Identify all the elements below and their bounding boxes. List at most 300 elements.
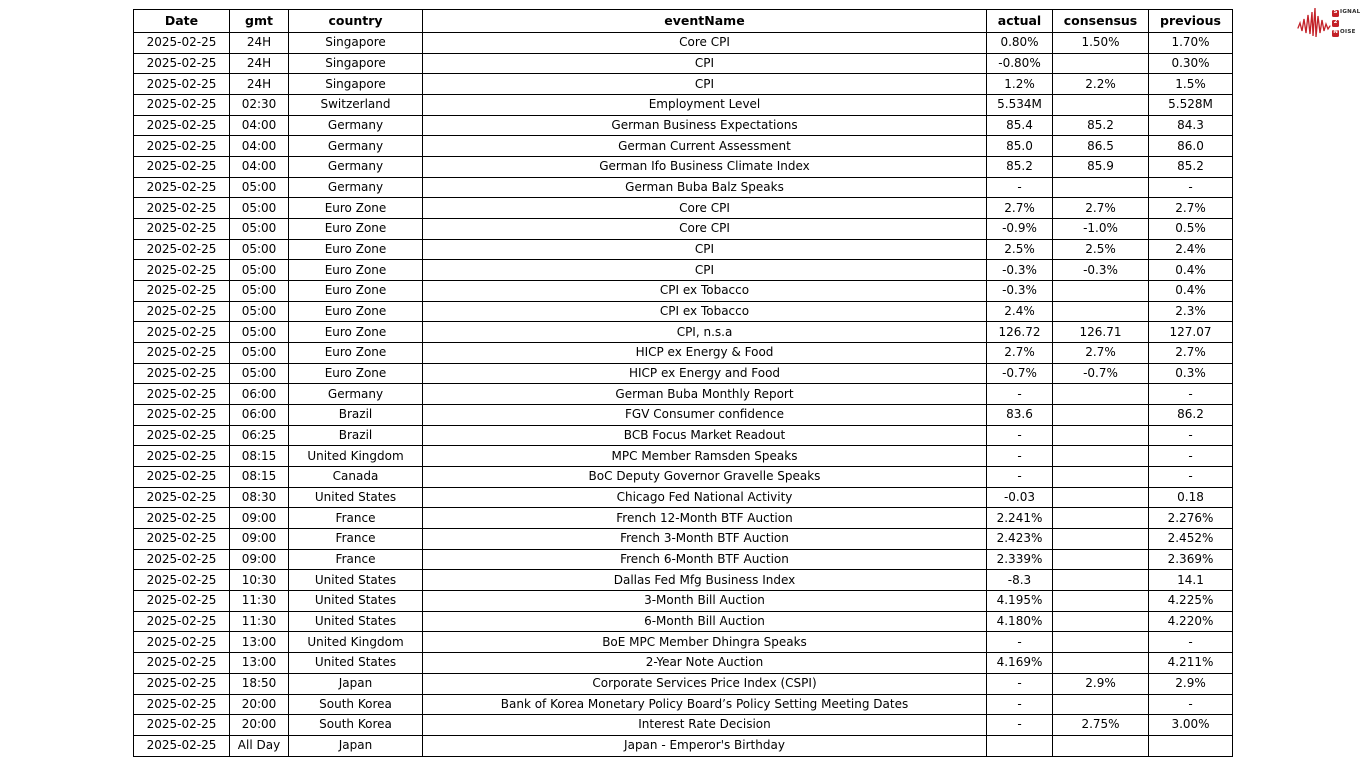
cell-eventname: Dallas Fed Mfg Business Index xyxy=(423,570,987,591)
cell-gmt: 18:50 xyxy=(230,673,289,694)
cell-country: Singapore xyxy=(289,33,423,54)
cell-previous xyxy=(1149,735,1233,756)
logo-letter-box-2: 2 xyxy=(1333,19,1338,26)
cell-actual: - xyxy=(987,632,1053,653)
cell-country: United States xyxy=(289,487,423,508)
cell-previous: 0.5% xyxy=(1149,219,1233,240)
cell-date: 2025-02-25 xyxy=(134,260,230,281)
cell-gmt: 06:25 xyxy=(230,425,289,446)
cell-consensus: 126.71 xyxy=(1053,322,1149,343)
cell-country: Canada xyxy=(289,467,423,488)
cell-gmt: 08:15 xyxy=(230,467,289,488)
cell-previous: 0.4% xyxy=(1149,260,1233,281)
cell-actual: 85.0 xyxy=(987,136,1053,157)
cell-previous: - xyxy=(1149,467,1233,488)
table-row xyxy=(134,632,1233,653)
cell-previous: 2.276% xyxy=(1149,508,1233,529)
cell-country: Brazil xyxy=(289,425,423,446)
cell-gmt: 06:00 xyxy=(230,405,289,426)
cell-country: United Kingdom xyxy=(289,632,423,653)
table-row xyxy=(134,322,1233,343)
cell-gmt: 11:30 xyxy=(230,591,289,612)
cell-actual: - xyxy=(987,673,1053,694)
cell-country: Germany xyxy=(289,384,423,405)
table-row xyxy=(134,611,1233,632)
cell-eventname: Core CPI xyxy=(423,198,987,219)
cell-consensus xyxy=(1053,549,1149,570)
table-row xyxy=(134,446,1233,467)
cell-country: Euro Zone xyxy=(289,363,423,384)
cell-eventname: Core CPI xyxy=(423,219,987,240)
cell-country: United States xyxy=(289,653,423,674)
cell-consensus xyxy=(1053,467,1149,488)
cell-consensus: -1.0% xyxy=(1053,219,1149,240)
cell-country: South Korea xyxy=(289,715,423,736)
cell-gmt: 05:00 xyxy=(230,343,289,364)
cell-consensus: 2.75% xyxy=(1053,715,1149,736)
cell-date: 2025-02-25 xyxy=(134,136,230,157)
table-header-row xyxy=(134,10,1233,33)
cell-consensus xyxy=(1053,653,1149,674)
cell-actual: 2.7% xyxy=(987,343,1053,364)
cell-actual: 4.195% xyxy=(987,591,1053,612)
cell-previous: 5.528M xyxy=(1149,95,1233,116)
cell-previous: 2.369% xyxy=(1149,549,1233,570)
column-header-date: Date xyxy=(134,10,230,33)
cell-gmt: 13:00 xyxy=(230,632,289,653)
column-header-gmt: gmt xyxy=(230,10,289,33)
cell-previous: 86.0 xyxy=(1149,136,1233,157)
cell-eventname: CPI xyxy=(423,239,987,260)
cell-gmt: 08:15 xyxy=(230,446,289,467)
cell-country: Euro Zone xyxy=(289,260,423,281)
cell-country: Euro Zone xyxy=(289,343,423,364)
cell-actual: 2.423% xyxy=(987,529,1053,550)
table-row xyxy=(134,653,1233,674)
cell-eventname: French 12-Month BTF Auction xyxy=(423,508,987,529)
logo-line-signal xyxy=(1332,9,1360,17)
table-row xyxy=(134,136,1233,157)
cell-date: 2025-02-25 xyxy=(134,405,230,426)
table-row xyxy=(134,549,1233,570)
cell-previous: 14.1 xyxy=(1149,570,1233,591)
logo-letter-box-n: N xyxy=(1333,29,1338,36)
cell-actual: - xyxy=(987,467,1053,488)
cell-country: United Kingdom xyxy=(289,446,423,467)
cell-previous: 0.4% xyxy=(1149,281,1233,302)
cell-date: 2025-02-25 xyxy=(134,322,230,343)
cell-consensus xyxy=(1053,95,1149,116)
cell-eventname: German Buba Monthly Report xyxy=(423,384,987,405)
cell-actual: 126.72 xyxy=(987,322,1053,343)
cell-eventname: BoC Deputy Governor Gravelle Speaks xyxy=(423,467,987,488)
cell-date: 2025-02-25 xyxy=(134,33,230,54)
cell-previous: 1.5% xyxy=(1149,74,1233,95)
cell-consensus: 85.2 xyxy=(1053,115,1149,136)
cell-country: Japan xyxy=(289,735,423,756)
table-row xyxy=(134,219,1233,240)
cell-eventname: Japan - Emperor's Birthday xyxy=(423,735,987,756)
cell-gmt: 11:30 xyxy=(230,611,289,632)
cell-gmt: 06:00 xyxy=(230,384,289,405)
cell-consensus xyxy=(1053,735,1149,756)
cell-gmt: 05:00 xyxy=(230,219,289,240)
cell-date: 2025-02-25 xyxy=(134,95,230,116)
table-row xyxy=(134,487,1233,508)
column-header-actual: actual xyxy=(987,10,1053,33)
cell-eventname: Interest Rate Decision xyxy=(423,715,987,736)
cell-date: 2025-02-25 xyxy=(134,53,230,74)
table-row xyxy=(134,570,1233,591)
cell-date: 2025-02-25 xyxy=(134,74,230,95)
cell-country: Germany xyxy=(289,136,423,157)
table-row xyxy=(134,157,1233,178)
cell-previous: - xyxy=(1149,632,1233,653)
cell-gmt: 05:00 xyxy=(230,198,289,219)
cell-actual: 83.6 xyxy=(987,405,1053,426)
cell-consensus xyxy=(1053,177,1149,198)
cell-gmt: 05:00 xyxy=(230,281,289,302)
event-table-body xyxy=(134,33,1233,757)
cell-country: Germany xyxy=(289,177,423,198)
cell-eventname: HICP ex Energy and Food xyxy=(423,363,987,384)
cell-eventname: Employment Level xyxy=(423,95,987,116)
cell-consensus xyxy=(1053,570,1149,591)
cell-date: 2025-02-25 xyxy=(134,115,230,136)
cell-consensus: 2.7% xyxy=(1053,343,1149,364)
cell-consensus xyxy=(1053,487,1149,508)
cell-date: 2025-02-25 xyxy=(134,446,230,467)
cell-consensus xyxy=(1053,632,1149,653)
cell-actual: 2.5% xyxy=(987,239,1053,260)
cell-actual: 2.4% xyxy=(987,301,1053,322)
cell-previous: 84.3 xyxy=(1149,115,1233,136)
cell-eventname: FGV Consumer confidence xyxy=(423,405,987,426)
table-row xyxy=(134,694,1233,715)
table-row xyxy=(134,425,1233,446)
table-row xyxy=(134,467,1233,488)
cell-gmt: All Day xyxy=(230,735,289,756)
logo-noise-text: OISE xyxy=(1340,29,1356,36)
cell-gmt: 20:00 xyxy=(230,715,289,736)
cell-previous: 3.00% xyxy=(1149,715,1233,736)
column-header-eventname: eventName xyxy=(423,10,987,33)
cell-eventname: CPI, n.s.a xyxy=(423,322,987,343)
cell-gmt: 08:30 xyxy=(230,487,289,508)
table-row xyxy=(134,281,1233,302)
cell-actual: -0.3% xyxy=(987,281,1053,302)
table-row xyxy=(134,177,1233,198)
table-row xyxy=(134,673,1233,694)
cell-consensus xyxy=(1053,301,1149,322)
cell-consensus xyxy=(1053,446,1149,467)
cell-eventname: German Buba Balz Speaks xyxy=(423,177,987,198)
table-row xyxy=(134,95,1233,116)
table-row xyxy=(134,529,1233,550)
cell-country: Euro Zone xyxy=(289,219,423,240)
cell-eventname: 6-Month Bill Auction xyxy=(423,611,987,632)
cell-gmt: 05:00 xyxy=(230,301,289,322)
cell-country: France xyxy=(289,508,423,529)
cell-previous: 2.9% xyxy=(1149,673,1233,694)
cell-country: Germany xyxy=(289,157,423,178)
cell-country: United States xyxy=(289,570,423,591)
cell-date: 2025-02-25 xyxy=(134,281,230,302)
cell-actual: 5.534M xyxy=(987,95,1053,116)
table-row xyxy=(134,301,1233,322)
column-header-country: country xyxy=(289,10,423,33)
cell-consensus: 2.9% xyxy=(1053,673,1149,694)
cell-gmt: 09:00 xyxy=(230,529,289,550)
cell-eventname: 3-Month Bill Auction xyxy=(423,591,987,612)
cell-date: 2025-02-25 xyxy=(134,570,230,591)
cell-country: Brazil xyxy=(289,405,423,426)
cell-previous: 2.7% xyxy=(1149,198,1233,219)
cell-date: 2025-02-25 xyxy=(134,301,230,322)
cell-eventname: 2-Year Note Auction xyxy=(423,653,987,674)
cell-date: 2025-02-25 xyxy=(134,735,230,756)
cell-date: 2025-02-25 xyxy=(134,653,230,674)
cell-previous: - xyxy=(1149,446,1233,467)
table-row xyxy=(134,405,1233,426)
cell-eventname: Core CPI xyxy=(423,33,987,54)
table-row xyxy=(134,74,1233,95)
cell-date: 2025-02-25 xyxy=(134,219,230,240)
cell-country: United States xyxy=(289,611,423,632)
cell-gmt: 04:00 xyxy=(230,157,289,178)
cell-gmt: 04:00 xyxy=(230,136,289,157)
cell-actual: 4.169% xyxy=(987,653,1053,674)
cell-country: France xyxy=(289,529,423,550)
cell-date: 2025-02-25 xyxy=(134,425,230,446)
cell-country: Singapore xyxy=(289,74,423,95)
cell-actual: -0.03 xyxy=(987,487,1053,508)
cell-eventname: MPC Member Ramsden Speaks xyxy=(423,446,987,467)
cell-country: Switzerland xyxy=(289,95,423,116)
cell-country: Euro Zone xyxy=(289,239,423,260)
column-header-previous: previous xyxy=(1149,10,1233,33)
cell-eventname: Corporate Services Price Index (CSPI) xyxy=(423,673,987,694)
cell-eventname: French 6-Month BTF Auction xyxy=(423,549,987,570)
cell-gmt: 04:00 xyxy=(230,115,289,136)
waveform-icon xyxy=(1297,4,1331,42)
table-row xyxy=(134,343,1233,364)
cell-previous: - xyxy=(1149,425,1233,446)
cell-eventname: Bank of Korea Monetary Policy Board’s Policy Setting Meeting Dates xyxy=(423,694,987,715)
cell-previous: - xyxy=(1149,694,1233,715)
cell-previous: 0.3% xyxy=(1149,363,1233,384)
cell-previous: 4.211% xyxy=(1149,653,1233,674)
cell-consensus xyxy=(1053,508,1149,529)
cell-consensus: 1.50% xyxy=(1053,33,1149,54)
cell-actual: 2.339% xyxy=(987,549,1053,570)
cell-date: 2025-02-25 xyxy=(134,363,230,384)
cell-eventname: CPI xyxy=(423,260,987,281)
cell-previous: - xyxy=(1149,384,1233,405)
cell-date: 2025-02-25 xyxy=(134,694,230,715)
cell-consensus: 86.5 xyxy=(1053,136,1149,157)
cell-previous: 86.2 xyxy=(1149,405,1233,426)
cell-country: United States xyxy=(289,591,423,612)
table-row xyxy=(134,735,1233,756)
table-row xyxy=(134,363,1233,384)
logo-line-noise xyxy=(1332,29,1360,37)
cell-gmt: 24H xyxy=(230,74,289,95)
cell-date: 2025-02-25 xyxy=(134,529,230,550)
cell-date: 2025-02-25 xyxy=(134,632,230,653)
cell-actual: - xyxy=(987,425,1053,446)
cell-consensus xyxy=(1053,694,1149,715)
cell-actual: - xyxy=(987,694,1053,715)
cell-gmt: 24H xyxy=(230,33,289,54)
cell-gmt: 05:00 xyxy=(230,239,289,260)
table-row xyxy=(134,115,1233,136)
table-row xyxy=(134,53,1233,74)
cell-date: 2025-02-25 xyxy=(134,177,230,198)
cell-date: 2025-02-25 xyxy=(134,591,230,612)
cell-eventname: BoE MPC Member Dhingra Speaks xyxy=(423,632,987,653)
signal2noise-logo xyxy=(1297,3,1363,43)
table-row xyxy=(134,260,1233,281)
cell-eventname: German Ifo Business Climate Index xyxy=(423,157,987,178)
cell-consensus xyxy=(1053,611,1149,632)
cell-eventname: HICP ex Energy & Food xyxy=(423,343,987,364)
cell-country: Germany xyxy=(289,115,423,136)
table-row xyxy=(134,198,1233,219)
cell-country: Euro Zone xyxy=(289,198,423,219)
cell-consensus: -0.3% xyxy=(1053,260,1149,281)
cell-consensus: -0.7% xyxy=(1053,363,1149,384)
cell-consensus: 2.7% xyxy=(1053,198,1149,219)
table-row xyxy=(134,384,1233,405)
cell-eventname: French 3-Month BTF Auction xyxy=(423,529,987,550)
cell-actual: -0.7% xyxy=(987,363,1053,384)
cell-consensus xyxy=(1053,405,1149,426)
cell-consensus xyxy=(1053,53,1149,74)
cell-eventname: German Current Assessment xyxy=(423,136,987,157)
cell-country: Euro Zone xyxy=(289,281,423,302)
cell-gmt: 09:00 xyxy=(230,549,289,570)
cell-actual: -0.9% xyxy=(987,219,1053,240)
cell-actual: 4.180% xyxy=(987,611,1053,632)
cell-actual: 0.80% xyxy=(987,33,1053,54)
logo-line-two xyxy=(1332,19,1360,27)
cell-gmt: 05:00 xyxy=(230,322,289,343)
cell-date: 2025-02-25 xyxy=(134,487,230,508)
cell-date: 2025-02-25 xyxy=(134,198,230,219)
economic-calendar-table xyxy=(133,9,1233,757)
cell-country: South Korea xyxy=(289,694,423,715)
cell-previous: 127.07 xyxy=(1149,322,1233,343)
cell-previous: 1.70% xyxy=(1149,33,1233,54)
cell-consensus: 2.2% xyxy=(1053,74,1149,95)
cell-actual: - xyxy=(987,446,1053,467)
cell-eventname: Chicago Fed National Activity xyxy=(423,487,987,508)
cell-eventname: CPI xyxy=(423,74,987,95)
cell-eventname: BCB Focus Market Readout xyxy=(423,425,987,446)
cell-country: Euro Zone xyxy=(289,322,423,343)
cell-actual: - xyxy=(987,384,1053,405)
table-row xyxy=(134,508,1233,529)
cell-consensus: 85.9 xyxy=(1053,157,1149,178)
table-row xyxy=(134,33,1233,54)
cell-consensus xyxy=(1053,425,1149,446)
cell-date: 2025-02-25 xyxy=(134,673,230,694)
cell-eventname: CPI xyxy=(423,53,987,74)
cell-date: 2025-02-25 xyxy=(134,549,230,570)
logo-wordmark xyxy=(1332,9,1360,37)
cell-previous: 4.220% xyxy=(1149,611,1233,632)
cell-date: 2025-02-25 xyxy=(134,239,230,260)
cell-actual xyxy=(987,735,1053,756)
cell-actual: -8.3 xyxy=(987,570,1053,591)
cell-actual: -0.3% xyxy=(987,260,1053,281)
cell-date: 2025-02-25 xyxy=(134,611,230,632)
cell-country: Euro Zone xyxy=(289,301,423,322)
cell-previous: 4.225% xyxy=(1149,591,1233,612)
cell-gmt: 09:00 xyxy=(230,508,289,529)
cell-previous: - xyxy=(1149,177,1233,198)
cell-actual: 2.7% xyxy=(987,198,1053,219)
cell-gmt: 02:30 xyxy=(230,95,289,116)
logo-signal-text: IGNAL xyxy=(1340,9,1361,16)
cell-gmt: 13:00 xyxy=(230,653,289,674)
cell-date: 2025-02-25 xyxy=(134,384,230,405)
cell-date: 2025-02-25 xyxy=(134,343,230,364)
cell-previous: 2.3% xyxy=(1149,301,1233,322)
cell-country: France xyxy=(289,549,423,570)
cell-actual: 2.241% xyxy=(987,508,1053,529)
cell-date: 2025-02-25 xyxy=(134,715,230,736)
cell-actual: 85.4 xyxy=(987,115,1053,136)
cell-date: 2025-02-25 xyxy=(134,157,230,178)
cell-actual: -0.80% xyxy=(987,53,1053,74)
cell-previous: 85.2 xyxy=(1149,157,1233,178)
cell-date: 2025-02-25 xyxy=(134,467,230,488)
cell-consensus xyxy=(1053,529,1149,550)
cell-previous: 2.452% xyxy=(1149,529,1233,550)
column-header-consensus: consensus xyxy=(1053,10,1149,33)
cell-consensus xyxy=(1053,384,1149,405)
table-row xyxy=(134,715,1233,736)
cell-previous: 0.18 xyxy=(1149,487,1233,508)
cell-date: 2025-02-25 xyxy=(134,508,230,529)
cell-gmt: 05:00 xyxy=(230,177,289,198)
cell-gmt: 05:00 xyxy=(230,260,289,281)
cell-previous: 2.4% xyxy=(1149,239,1233,260)
logo-letter-box-s: S xyxy=(1333,9,1338,16)
cell-consensus: 2.5% xyxy=(1053,239,1149,260)
cell-actual: 85.2 xyxy=(987,157,1053,178)
cell-gmt: 24H xyxy=(230,53,289,74)
cell-actual: - xyxy=(987,715,1053,736)
cell-eventname: German Business Expectations xyxy=(423,115,987,136)
cell-eventname: CPI ex Tobacco xyxy=(423,281,987,302)
cell-consensus xyxy=(1053,591,1149,612)
table-row xyxy=(134,239,1233,260)
cell-eventname: CPI ex Tobacco xyxy=(423,301,987,322)
cell-consensus xyxy=(1053,281,1149,302)
cell-gmt: 05:00 xyxy=(230,363,289,384)
cell-previous: 2.7% xyxy=(1149,343,1233,364)
cell-actual: 1.2% xyxy=(987,74,1053,95)
cell-country: Japan xyxy=(289,673,423,694)
table-row xyxy=(134,591,1233,612)
cell-previous: 0.30% xyxy=(1149,53,1233,74)
cell-gmt: 10:30 xyxy=(230,570,289,591)
cell-actual: - xyxy=(987,177,1053,198)
cell-country: Singapore xyxy=(289,53,423,74)
